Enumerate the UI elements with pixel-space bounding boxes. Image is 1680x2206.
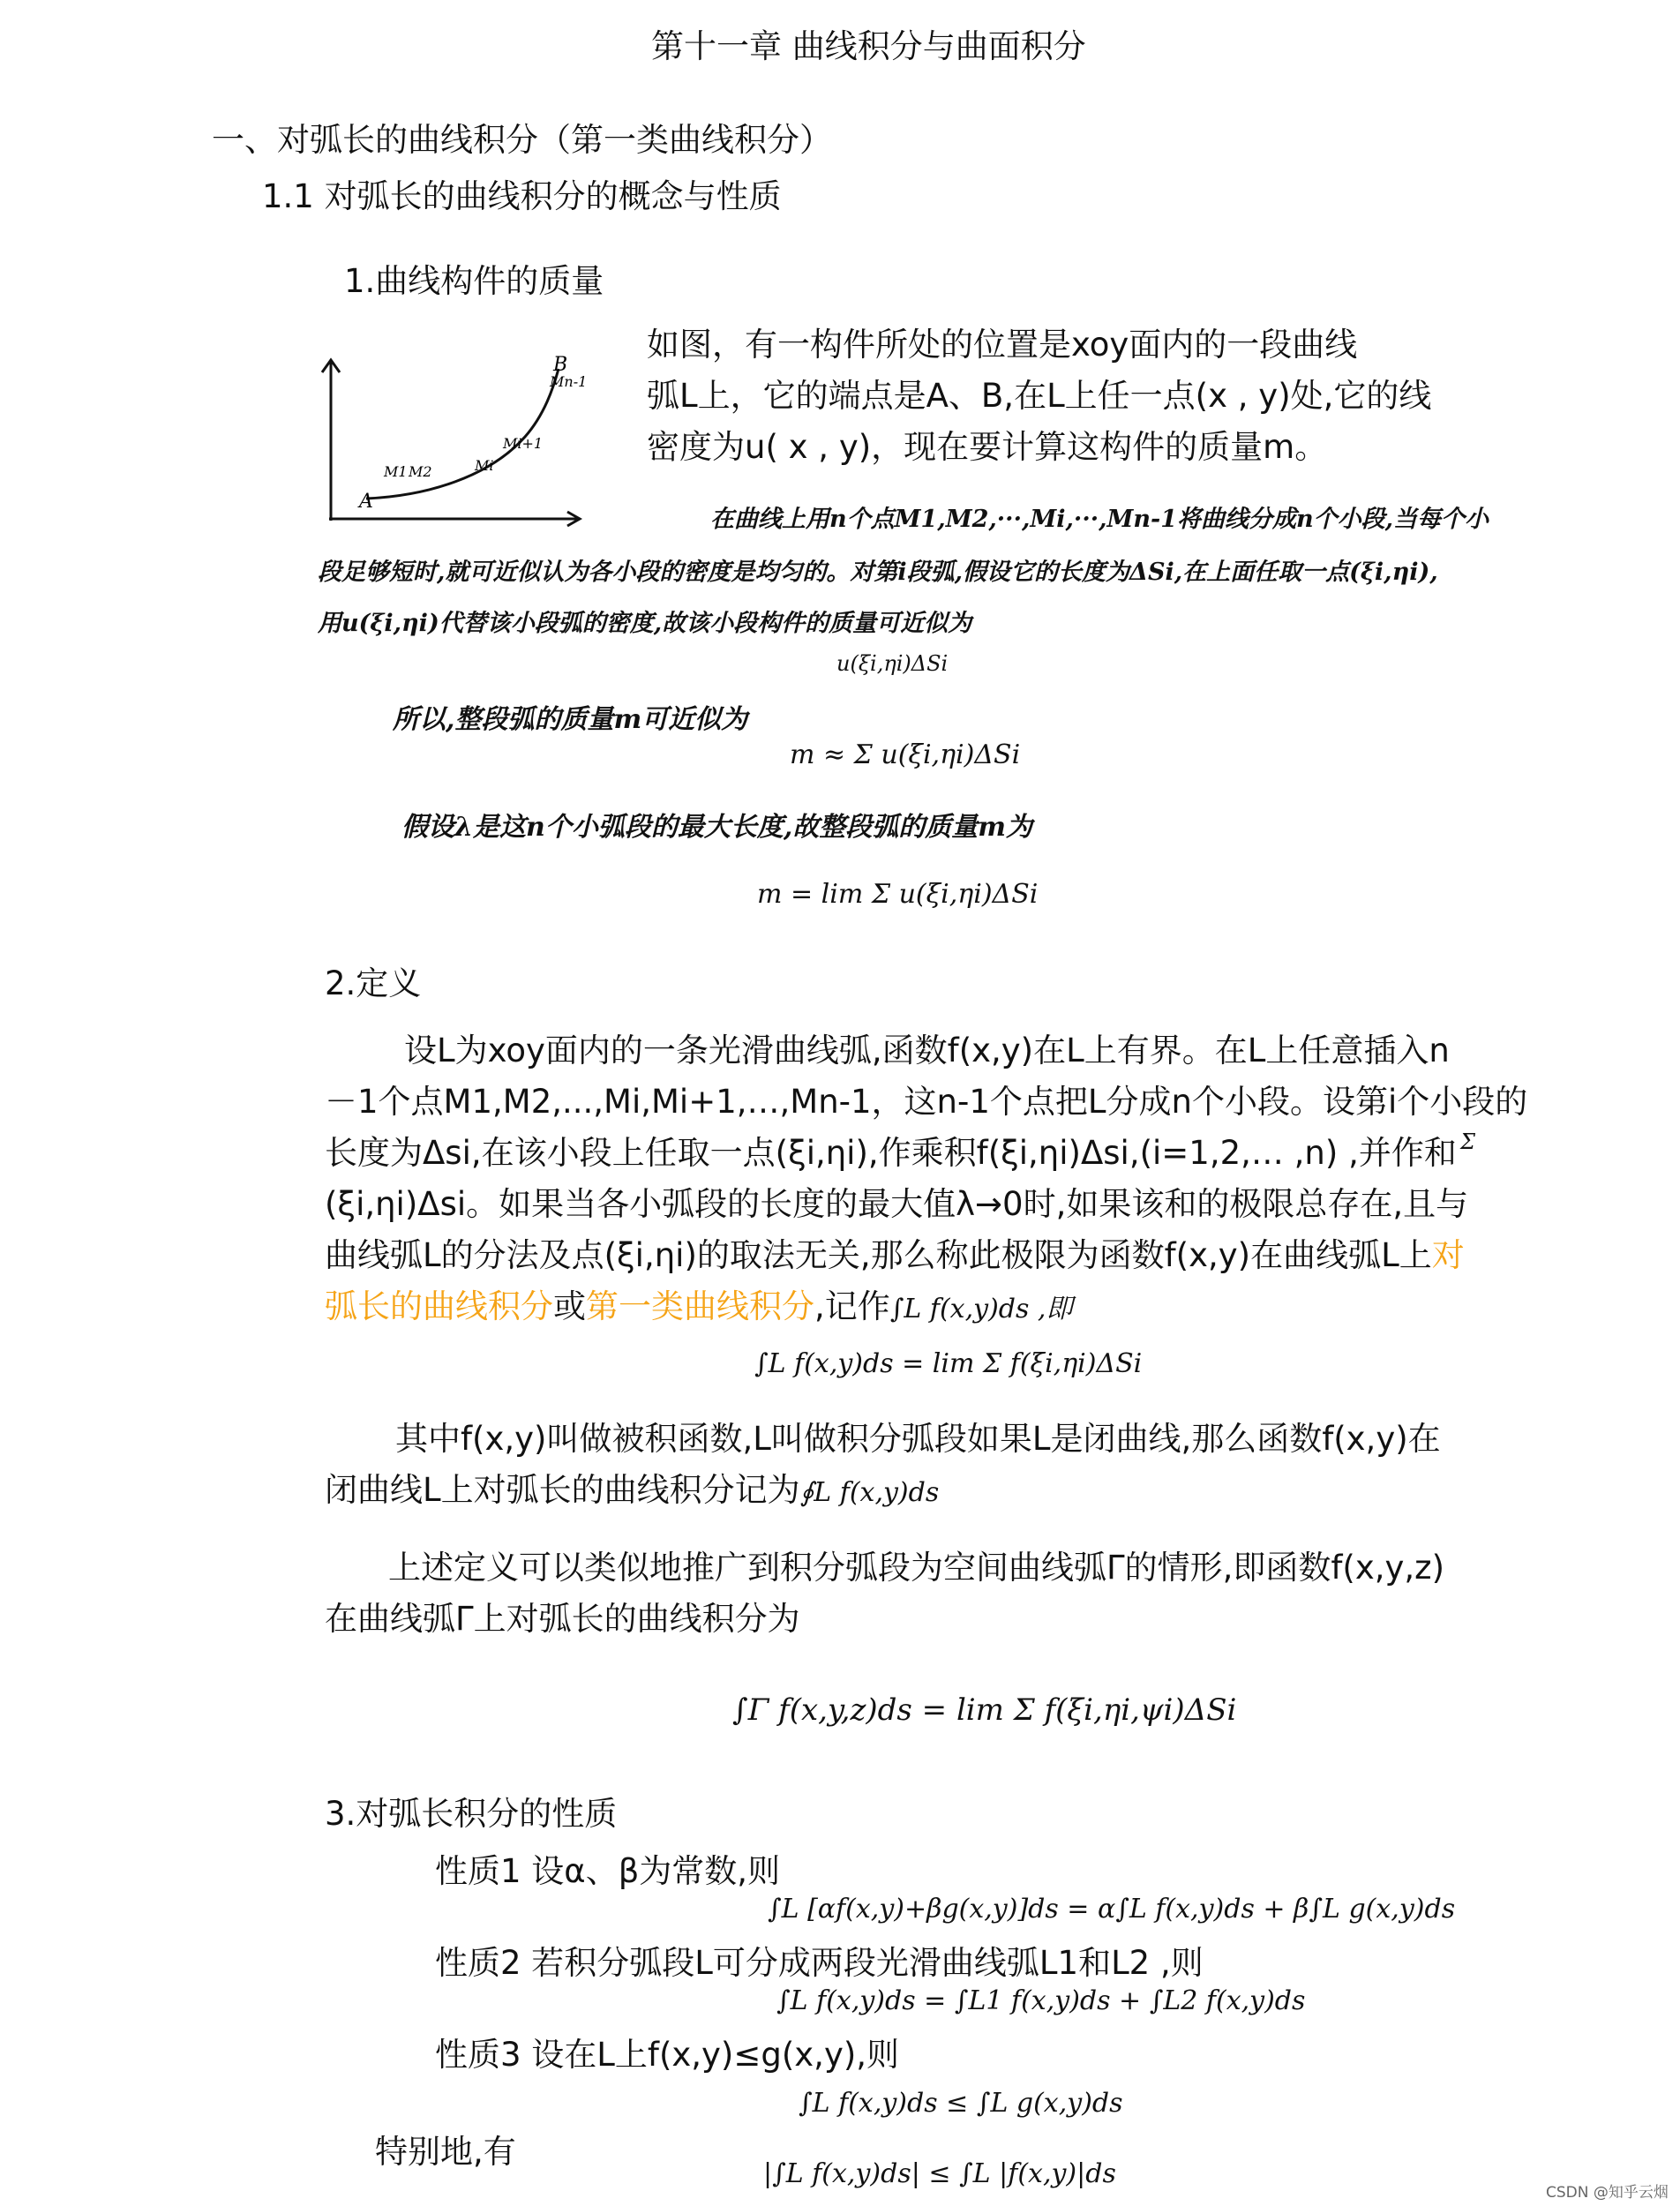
- label-mi1: Mi+1: [503, 435, 544, 452]
- where-text: 闭曲线L上对弧长的曲线积分记为: [325, 1471, 800, 1509]
- label-mi: Mi: [475, 457, 494, 474]
- item-heading-definition: 2.定义: [325, 964, 422, 1002]
- hand-note-so: 所以,整段弧的质量m可近似为: [393, 704, 748, 735]
- definition-line: [325, 1281, 1072, 1335]
- property-1-formula: ∫L [αf(x,y)+βg(x,y)]ds = α∫L f(x,y)ds + β∫L g(x,y)ds: [768, 1894, 1456, 1925]
- page-title: 第十一章 曲线积分与曲面积分: [651, 27, 1086, 65]
- definition-line: －1个点M1,M2,...,Mi,Mi+1,…,Mn-1，这n-1个点把L分成n个小段。设第i个小段的: [325, 1083, 1528, 1121]
- watermark: CSDN @知乎云烟: [1546, 2184, 1669, 2202]
- curve-figure: [313, 344, 587, 529]
- label-a: A: [359, 491, 373, 513]
- definition-text: 曲线弧L的分法及点(ξi,ηi)的取法无关,那么称此极限为函数f(x,y)在曲线弧L上: [325, 1236, 1432, 1274]
- property-2: 性质2 若积分弧段L可分成两段光滑曲线弧L1和L2 ,则: [435, 1944, 1204, 1982]
- denote-text: ,记作: [814, 1287, 890, 1325]
- formula-sum: m ≈ Σ u(ξi,ηi)ΔSi: [790, 739, 1021, 770]
- label-m1: M1: [384, 463, 408, 480]
- hand-note-lambda: 假设λ是这n个小弧段的最大长度,故整段弧的质量m为: [401, 812, 1033, 843]
- property-1: 性质1 设α、β为常数,则: [435, 1852, 781, 1890]
- where-line: 其中f(x,y)叫做被积函数,L叫做积分弧段如果L是闭曲线,那么函数f(x,y)在: [395, 1420, 1441, 1458]
- hand-note: 段足够短时,就可近似认为各小段的密度是均匀的。对第i段弧,假设它的长度为ΔSi,在上面任取一点(ξi,ηi),: [318, 559, 1438, 586]
- term-first-kind-integral: 第一类曲线积分: [586, 1287, 814, 1325]
- definition-line: [325, 1230, 1465, 1281]
- special-text: 特别地,有: [375, 2133, 516, 2171]
- special-formula: |∫L f(x,y)ds| ≤ ∫L |f(x,y)|ds: [763, 2158, 1116, 2189]
- formula-lim: m = lim Σ u(ξi,ηi)ΔSi: [757, 879, 1039, 910]
- property-2-formula: ∫L f(x,y)ds = ∫L1 f(x,y)ds + ∫L2 f(x,y)ds: [776, 1985, 1306, 2016]
- space-formula: ∫Γ f(x,y,z)ds = lim Σ f(ξi,ηi,ψi)ΔSi: [732, 1692, 1237, 1728]
- sum-symbol: Σ: [1460, 1129, 1475, 1154]
- definition-formula: ∫L f(x,y)ds = lim Σ f(ξi,ηi)ΔSi: [754, 1348, 1143, 1379]
- label-b: B: [553, 354, 568, 376]
- section-heading: 一、对弧长的曲线积分（第一类曲线积分）: [212, 121, 832, 159]
- generalize-line: 在曲线弧Γ上对弧长的曲线积分为: [325, 1600, 800, 1638]
- property-3: 性质3 设在L上f(x,y)≤g(x,y),则: [435, 2036, 900, 2074]
- property-3-formula: ∫L f(x,y)ds ≤ ∫L g(x,y)ds: [799, 2088, 1123, 2119]
- definition-line: 长度为Δsi,在该小段上任取一点(ξi,ηi),作乘积f(ξi,ηi)Δsi,(i=1,2,… ,n) ,并作和: [325, 1134, 1457, 1172]
- formula-piece: u(ξi,ηi)ΔSi: [836, 651, 949, 676]
- hand-note: 用u(ξi,ηi)代替该小段弧的密度,故该小段构件的质量可近似为: [318, 610, 972, 637]
- item-heading-mass: 1.曲线构件的质量: [344, 262, 604, 300]
- definition-line: 设L为xoy面内的一条光滑曲线弧,函数f(x,y)在L上有界。在L上任意插入n: [404, 1032, 1450, 1069]
- definition-line: (ξi,ηi)Δsi。如果当各小弧段的长度的最大值λ→0时,如果该和的极限总存在,且与: [325, 1185, 1469, 1223]
- hand-note: 在曲线上用n个点M1,M2,···,Mi,···,Mn-1将曲线分成n个小段,当每个小: [710, 506, 1489, 533]
- term-arc-length-integral: 对: [1431, 1236, 1465, 1274]
- closed-formula: ∮L f(x,y)ds: [799, 1477, 940, 1508]
- denote-formula: ∫L f(x,y)ds ,即: [889, 1294, 1073, 1324]
- subsection-heading: 1.1 对弧长的曲线积分的概念与性质: [262, 177, 782, 215]
- intro-line: 密度为u( x , y)，现在要计算这构件的质量m。: [647, 428, 1328, 466]
- where-line: [325, 1465, 939, 1519]
- label-mn-1: Mn-1: [550, 373, 587, 390]
- term-or: 或: [553, 1287, 586, 1325]
- intro-line: 如图，有一构件所处的位置是xoy面内的一段曲线: [647, 326, 1358, 364]
- term-arc-length-integral: 弧长的曲线积分: [325, 1287, 553, 1325]
- intro-line: 弧L上，它的端点是A、B,在L上任一点(x , y)处,它的线: [647, 377, 1432, 415]
- generalize-line: 上述定义可以类似地推广到积分弧段为空间曲线弧Γ的情形,即函数f(x,y,z): [388, 1549, 1445, 1587]
- label-m2: M2: [409, 463, 432, 480]
- item-heading-properties: 3.对弧长积分的性质: [325, 1795, 618, 1833]
